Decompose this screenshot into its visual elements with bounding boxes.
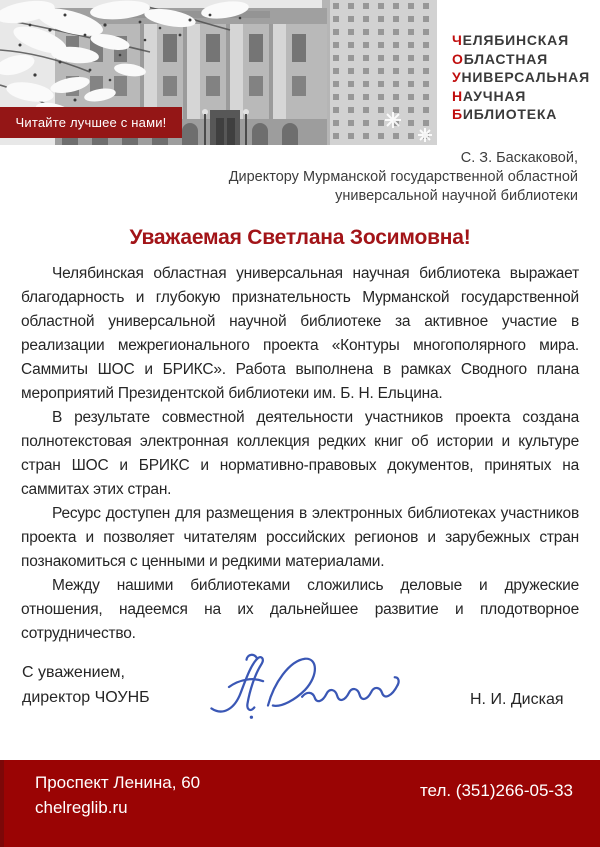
- logo-rest: ИБЛИОТЕКА: [462, 106, 558, 122]
- logo-line: [452, 68, 590, 87]
- letter-body: [21, 262, 579, 646]
- logo-rest: НИВЕРСАЛЬНАЯ: [461, 69, 590, 85]
- closing-line: директор ЧОУНБ: [22, 689, 150, 706]
- paragraph: Между нашими библиотеками сложились деловые и дружеские отношения, надеемся на их дальнейшее развитие и плодотворное сотрудничество.: [21, 577, 579, 642]
- footer-bar: [0, 760, 600, 847]
- recipient-line: С. З. Баскаковой,: [460, 150, 578, 166]
- recipient-block: [229, 149, 578, 206]
- logo-line: [452, 31, 590, 50]
- paragraph: В результате совместной деятельности участников проекта создана полнотекстовая электронная коллекция редких книг об истории и культуре стран ШОС и БРИКС и нормативно-правовых документов, принятых на саммитах этих стран.: [21, 409, 579, 498]
- signer-name: Н. И. Диская: [470, 691, 564, 708]
- logo-rest: БЛАСТНАЯ: [463, 50, 548, 67]
- promo-banner-text: Читайте лучшее с нами!: [15, 115, 167, 130]
- paragraph: Челябинская областная универсальная научная библиотека выражает благодарность и глубокую признательность Мурманской государственной областной универсальной научной библиотеке за активное участие в реализации межрегионального проекта «Контуры многополярного мира. Саммиты ШОС и БРИКС». Работа выполнена в рамках Сводного плана мероприятий Президентской библиотеки им. Б. Н. Ельцина.: [21, 265, 579, 402]
- footer-address: Проспект Ленина, 60: [35, 773, 201, 792]
- library-logo: [452, 31, 590, 124]
- logo-initial: Ч: [452, 32, 463, 48]
- logo-initial: Б: [452, 106, 463, 122]
- closing-line: С уважением,: [22, 664, 125, 681]
- logo-initial: У: [452, 69, 462, 85]
- handwritten-signature: [202, 648, 410, 726]
- closing-block: [22, 660, 150, 710]
- recipient-line: универсальной научной библиотеки: [335, 188, 578, 204]
- footer-left: [35, 770, 200, 820]
- salutation-heading: Уважаемая Светлана Зосимовна!: [129, 226, 471, 249]
- logo-line: [452, 50, 590, 69]
- logo-rest: АУЧНАЯ: [462, 87, 527, 104]
- logo-line: [452, 105, 590, 124]
- logo-initial: О: [452, 50, 464, 67]
- promo-banner: [0, 107, 182, 138]
- logo-initial: Н: [452, 87, 463, 104]
- logo-rest: ЕЛЯБИНСКАЯ: [462, 32, 569, 48]
- recipient-line: Директору Мурманской государственной областной: [228, 169, 578, 185]
- logo-line: [452, 87, 590, 106]
- footer-phone: тел. (351)266-05-33: [419, 781, 573, 800]
- paragraph: Ресурс доступен для размещения в электронных библиотеках участников проекта и позволяет читателям российских регионов и зарубежных стран познакомиться с ценными и редкими материалами.: [21, 505, 579, 570]
- footer-website: chelreglib.ru: [35, 798, 128, 817]
